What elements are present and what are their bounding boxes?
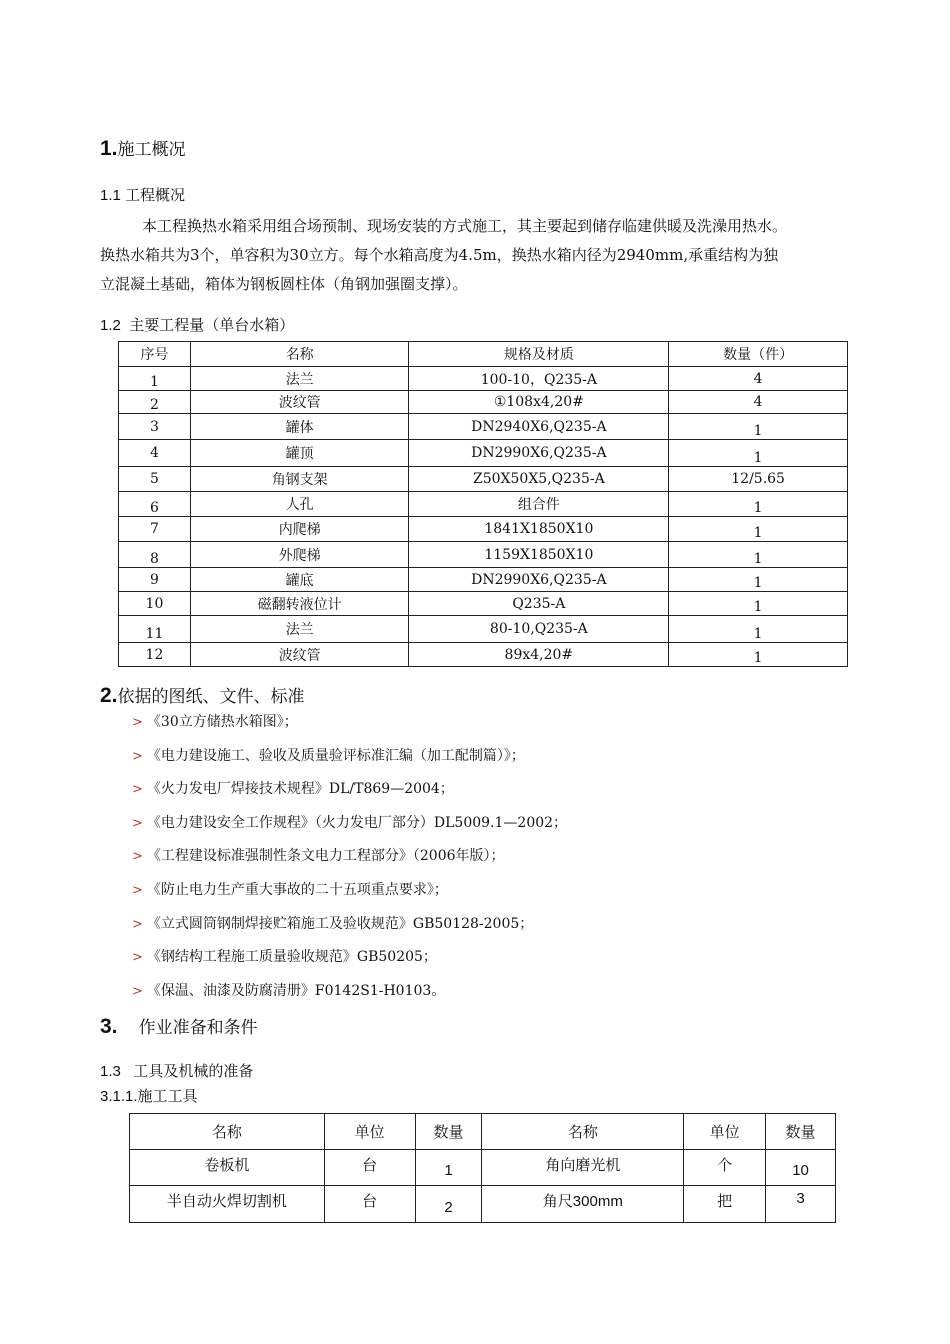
item-name-cell: 法兰 xyxy=(190,367,409,391)
header-cell: 名称 xyxy=(130,1114,325,1150)
item-name-cell: 罐底 xyxy=(190,568,409,592)
subsection-title: 施工工具 xyxy=(137,1087,198,1105)
section-title: 作业准备和条件 xyxy=(138,1018,258,1038)
arrow-bullet-icon: > xyxy=(132,815,143,831)
overview-paragraph xyxy=(100,212,787,299)
header-cell: 规格及材质 xyxy=(409,342,669,367)
header-cell: 名称 xyxy=(190,342,409,367)
spec-cell: ①108x4,20# xyxy=(409,391,669,414)
paragraph-line: 换热水箱共为3个，单容积为30立方。每个水箱高度为4.5m，换热水箱内径为2940mm,承重结构为独 xyxy=(100,246,779,264)
subsection-title: 工程概况 xyxy=(125,186,186,204)
table-header-row xyxy=(130,1114,836,1150)
quantity-cell: 12/5.65 xyxy=(669,467,848,492)
table-row xyxy=(119,542,848,568)
reference-text: 《电力建设施工、验收及质量验评标准汇编（加工配制篇）》； xyxy=(146,747,525,764)
reference-text: 《保温、油漆及防腐清册》F0142S1-H0103。 xyxy=(146,982,446,999)
reference-text: 《钢结构工程施工质量验收规范》GB50205； xyxy=(146,949,437,966)
quantity-cell: 1 xyxy=(669,440,848,467)
table-row xyxy=(130,1186,836,1223)
header-cell: 数量（件） xyxy=(669,342,848,367)
item-name-cell: 角钢支架 xyxy=(190,467,409,492)
header-cell: 单位 xyxy=(684,1114,766,1150)
section-heading-3 xyxy=(100,1013,258,1039)
unit-cell: 个 xyxy=(684,1150,766,1186)
table-row xyxy=(119,568,848,592)
quantity-cell: 1 xyxy=(669,542,848,568)
quantities-table xyxy=(118,341,848,667)
table-row xyxy=(130,1150,836,1186)
quantity-cell: 1 xyxy=(669,643,848,667)
reference-text: 《工程建设标准强制性条文电力工程部分》（2006年版）； xyxy=(146,848,505,865)
reference-item xyxy=(132,813,567,847)
reference-text: 《火力发电厂焊接技术规程》DL/T869—2004； xyxy=(146,781,454,798)
quantity-cell: 4 xyxy=(669,367,848,391)
spec-cell: 1841X1850X10 xyxy=(409,517,669,542)
arrow-bullet-icon: > xyxy=(132,882,143,898)
subsection-title: 工具及机械的准备 xyxy=(133,1062,254,1080)
index-cell: 9 xyxy=(119,568,191,592)
table-row xyxy=(119,616,848,643)
reference-item xyxy=(132,846,567,880)
paragraph-line: 立混凝土基础，箱体为钢板圆柱体（角钢加强圈支撑）。 xyxy=(100,275,468,293)
item-name-cell: 磁翻转液位计 xyxy=(190,592,409,616)
item-name-cell: 内爬梯 xyxy=(190,517,409,542)
spec-cell: DN2990X6,Q235-A xyxy=(409,568,669,592)
spec-cell: Q235-A xyxy=(409,592,669,616)
quantity-cell: 4 xyxy=(669,391,848,414)
spec-cell: 组合件 xyxy=(409,492,669,517)
reference-text: 《立式圆筒钢制焊接贮箱施工及验收规范》GB50128-2005； xyxy=(146,915,534,932)
arrow-bullet-icon: > xyxy=(132,748,143,764)
item-name-cell: 法兰 xyxy=(190,616,409,643)
table-row xyxy=(119,592,848,616)
table-row xyxy=(119,367,848,391)
spec-cell: 100-10，Q235-A xyxy=(409,367,669,391)
subsection-number: 1.2 xyxy=(100,317,121,334)
arrow-bullet-icon: > xyxy=(132,715,143,730)
quantity-cell: 1 xyxy=(669,616,848,643)
index-cell: 6 xyxy=(119,492,191,517)
subsection-number: 3.1.1. xyxy=(100,1088,138,1105)
table-row xyxy=(119,643,848,667)
reference-text: 《电力建设安全工作规程》（火力发电厂部分）DL5009.1—2002； xyxy=(146,814,568,831)
index-cell: 7 xyxy=(119,517,191,542)
reference-text: 《防止电力生产重大事故的二十五项重点要求》； xyxy=(146,881,448,898)
table-row xyxy=(119,517,848,542)
table-row xyxy=(119,440,848,467)
header-cell: 序号 xyxy=(119,342,191,367)
quantity-cell: 1 xyxy=(669,414,848,440)
index-cell: 10 xyxy=(119,592,191,616)
item-name-cell: 人孔 xyxy=(190,492,409,517)
quantity-cell: 1 xyxy=(669,592,848,616)
section-number: 3. xyxy=(100,1015,118,1038)
index-cell: 8 xyxy=(119,542,191,568)
item-name-cell: 罐顶 xyxy=(190,440,409,467)
reference-item xyxy=(132,914,567,948)
item-name-cell: 波纹管 xyxy=(190,643,409,667)
arrow-bullet-icon: > xyxy=(132,916,143,932)
section-title: 依据的图纸、文件、标准 xyxy=(117,687,305,707)
unit-cell: 把 xyxy=(684,1186,766,1223)
table-header-row xyxy=(119,342,848,367)
spec-cell: DN2940X6,Q235-A xyxy=(409,414,669,440)
reference-item xyxy=(132,880,567,914)
reference-item xyxy=(132,981,567,1015)
header-cell: 名称 xyxy=(482,1114,684,1150)
reference-text: 《30立方储热水箱图》； xyxy=(146,714,298,730)
table-row xyxy=(119,467,848,492)
table-row xyxy=(119,492,848,517)
arrow-bullet-icon: > xyxy=(132,950,143,966)
reference-item xyxy=(132,947,567,981)
quantity-cell: 1 xyxy=(415,1150,482,1186)
section-number: 1. xyxy=(100,137,118,160)
quantity-cell: 1 xyxy=(669,492,848,517)
unit-cell: 台 xyxy=(324,1150,415,1186)
spec-cell: 89x4,20# xyxy=(409,643,669,667)
spec-cell: DN2990X6,Q235-A xyxy=(409,440,669,467)
index-cell: 12 xyxy=(119,643,191,667)
arrow-bullet-icon: > xyxy=(132,983,143,999)
header-cell: 数量 xyxy=(766,1114,836,1150)
item-name-cell: 罐体 xyxy=(190,414,409,440)
subsection-number: 1.1 xyxy=(100,187,121,204)
quantity-cell: 1 xyxy=(669,568,848,592)
index-cell: 2 xyxy=(119,391,191,414)
reference-item xyxy=(132,712,567,746)
tool-name-cell: 角向磨光机 xyxy=(482,1150,684,1186)
section-number: 2. xyxy=(100,684,118,707)
quantity-cell: 1 xyxy=(669,517,848,542)
spec-cell: 1159X1850X10 xyxy=(409,542,669,568)
quantity-cell: 2 xyxy=(415,1186,482,1223)
table-row xyxy=(119,414,848,440)
spec-cell: 80-10,Q235-A xyxy=(409,616,669,643)
tool-name-cell: 角尺300mm xyxy=(482,1186,684,1223)
index-cell: 5 xyxy=(119,467,191,492)
header-cell: 单位 xyxy=(324,1114,415,1150)
tool-name-cell: 卷板机 xyxy=(130,1150,325,1186)
subsection-title: 主要工程量（单台水箱） xyxy=(129,316,295,334)
reference-item xyxy=(132,779,567,813)
unit-cell: 台 xyxy=(324,1186,415,1223)
subsection-heading-3-1-1 xyxy=(100,1085,198,1106)
index-cell: 1 xyxy=(119,367,191,391)
arrow-bullet-icon: > xyxy=(132,782,143,798)
subsection-heading-1-2 xyxy=(100,314,294,335)
header-cell: 数量 xyxy=(415,1114,482,1150)
arrow-bullet-icon: > xyxy=(132,849,143,865)
tools-table xyxy=(129,1113,836,1223)
index-cell: 11 xyxy=(119,616,191,643)
index-cell: 4 xyxy=(119,440,191,467)
item-name-cell: 波纹管 xyxy=(190,391,409,414)
index-cell: 3 xyxy=(119,414,191,440)
reference-list xyxy=(132,712,567,1014)
table-row xyxy=(119,391,848,414)
quantity-cell: 3 xyxy=(766,1186,836,1223)
section-heading-1 xyxy=(100,135,186,161)
item-name-cell: 外爬梯 xyxy=(190,542,409,568)
subsection-heading-1-1 xyxy=(100,184,185,205)
paragraph-line: 本工程换热水箱采用组合场预制、现场安装的方式施工，其主要起到储存临建供暖及洗澡用热水。 xyxy=(142,217,788,235)
reference-item xyxy=(132,746,567,780)
spec-cell: Z50X50X5,Q235-A xyxy=(409,467,669,492)
section-title: 施工概况 xyxy=(117,140,186,160)
subsection-heading-1-3 xyxy=(100,1060,253,1081)
tool-name-cell: 半自动火焊切割机 xyxy=(130,1186,325,1223)
section-heading-2 xyxy=(100,682,305,708)
subsection-number: 1.3 xyxy=(100,1063,121,1080)
quantity-cell: 10 xyxy=(766,1150,836,1186)
